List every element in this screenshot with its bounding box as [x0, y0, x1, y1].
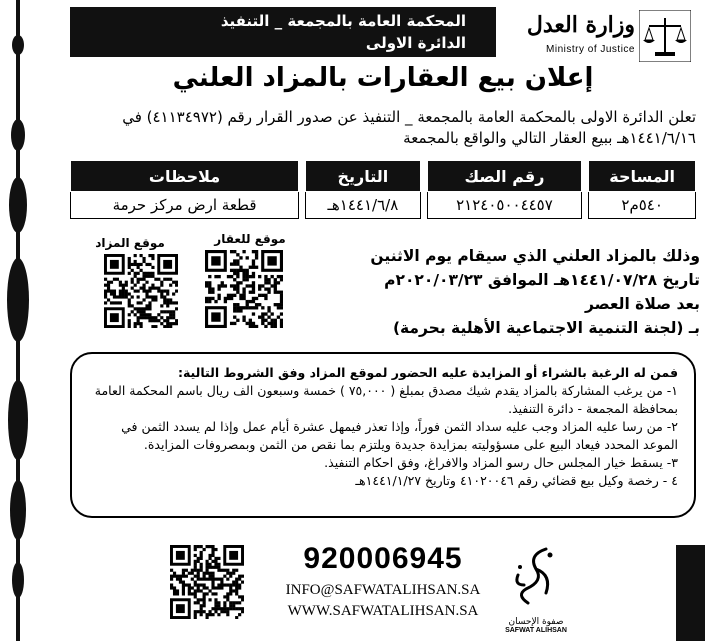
- auction-day: وذلك بالمزاد العلني الذي سيقام يوم الاثنين: [370, 247, 700, 265]
- court-header: [70, 7, 496, 57]
- ministry-name-ar: وزارة العدل: [526, 12, 635, 38]
- brand-name-ar: صفوة الإحسان: [508, 617, 564, 627]
- condition-item: ٢- من رسا عليه المزاد وجب عليه سداد الثمن فوراً، وإذا تعذر فيمهل عشرة أيام عمل وإذا لم يسدد الثمن في الموعد المحدد فيعاد البيع على مسؤوليته بمزايدة جديدة ويلتزم بما نقص من الثمن وبمصروفات المزايدة.: [121, 419, 678, 452]
- ministry-logo: [505, 10, 695, 62]
- calligraphy-logo-icon: [506, 545, 566, 613]
- intro-text: تعلن الدائرة الاولى بالمحكمة العامة بالمجمعة _ التنفيذ عن صدور القرار رقم (٤١١٣٤٩٧٢) في ١٤٤١/٦/١٦هـ ببيع العقار التالي والواقع بالمجمعة: [122, 108, 696, 147]
- contact-qr-code[interactable]: [170, 545, 244, 619]
- phone-number[interactable]: 920006945: [303, 542, 463, 575]
- cell-deed: ٢١٢٤٠٥٠٠٤٤٥٧: [427, 192, 582, 219]
- condition-item: ٤ - رخصة وكيل بيع قضائي رقم ٤١٠٢٠٠٤٦ وتاريخ ١٤٤١/١/٢٧هـ: [355, 473, 678, 488]
- page-title: إعلان بيع العقارات بالمزاد العلني: [172, 63, 594, 93]
- table-header-row: [71, 161, 696, 192]
- condition-item: ١- من يرغب المشاركة بالمزاد يقدم شيك مصدق بمبلغ ( ٧٥,٠٠٠ ) خمسة وسبعون الف ريال باسم المحكمة العامة بمحافظة المجمعة - دائرة التنفيذ.: [94, 383, 678, 416]
- website-link[interactable]: WWW.SAFWATALIHSAN.SA: [287, 603, 479, 619]
- justice-scales-icon: [639, 10, 691, 62]
- property-table: [70, 160, 696, 219]
- auction-location-label: موقع المزاد: [95, 236, 165, 250]
- decorative-bar: [676, 545, 705, 641]
- auction-venue: بـ (لجنة التنمية الاجتماعية الأهلية بحرمة): [392, 319, 700, 337]
- ministry-name-en: Ministry of Justice: [546, 44, 635, 55]
- cell-notes: قطعة ارض مركز حرمة: [71, 192, 299, 219]
- property-location-label: موقع للعقار: [214, 232, 286, 246]
- col-notes-header: ملاحظات: [71, 161, 299, 192]
- brand-logo: [505, 545, 567, 640]
- auction-details: [295, 244, 700, 340]
- auction-date: تاريخ ١٤٤١/٠٧/٢٨هـ الموافق ٢٠٢٠/٠٣/٢٣م: [384, 271, 700, 289]
- email-link[interactable]: INFO@SAFWATALIHSAN.SA: [285, 582, 481, 598]
- court-circuit: الدائرة الاولى: [365, 34, 466, 52]
- cell-date: ١٤٤١/٦/٨هـ: [306, 192, 420, 219]
- col-area-header: المساحة: [589, 161, 696, 192]
- brand-name-en: SAFWAT ALIHSAN: [505, 627, 567, 634]
- conditions-title: فمن له الرغبة بالشراء أو المزايدة عليه الحضور لموقع المزاد وفق الشروط التالية:: [177, 365, 678, 380]
- conditions-box: [70, 352, 696, 518]
- cell-area: ٥٤٠م٢: [589, 192, 696, 219]
- col-deed-header: رقم الصك: [427, 161, 582, 192]
- property-qr-code[interactable]: [205, 250, 283, 328]
- court-name: المحكمة العامة بالمجمعة _ التنفيذ: [220, 12, 466, 30]
- condition-item: ٣- يسقط خيار المجلس حال رسو المزاد والافراغ، وفق احكام التنفيذ.: [324, 455, 678, 470]
- auction-qr-code[interactable]: [104, 254, 178, 328]
- table-row: [71, 192, 696, 219]
- auction-time: بعد صلاة العصر: [584, 295, 700, 313]
- decorative-ornament: [0, 0, 45, 641]
- col-date-header: التاريخ: [306, 161, 420, 192]
